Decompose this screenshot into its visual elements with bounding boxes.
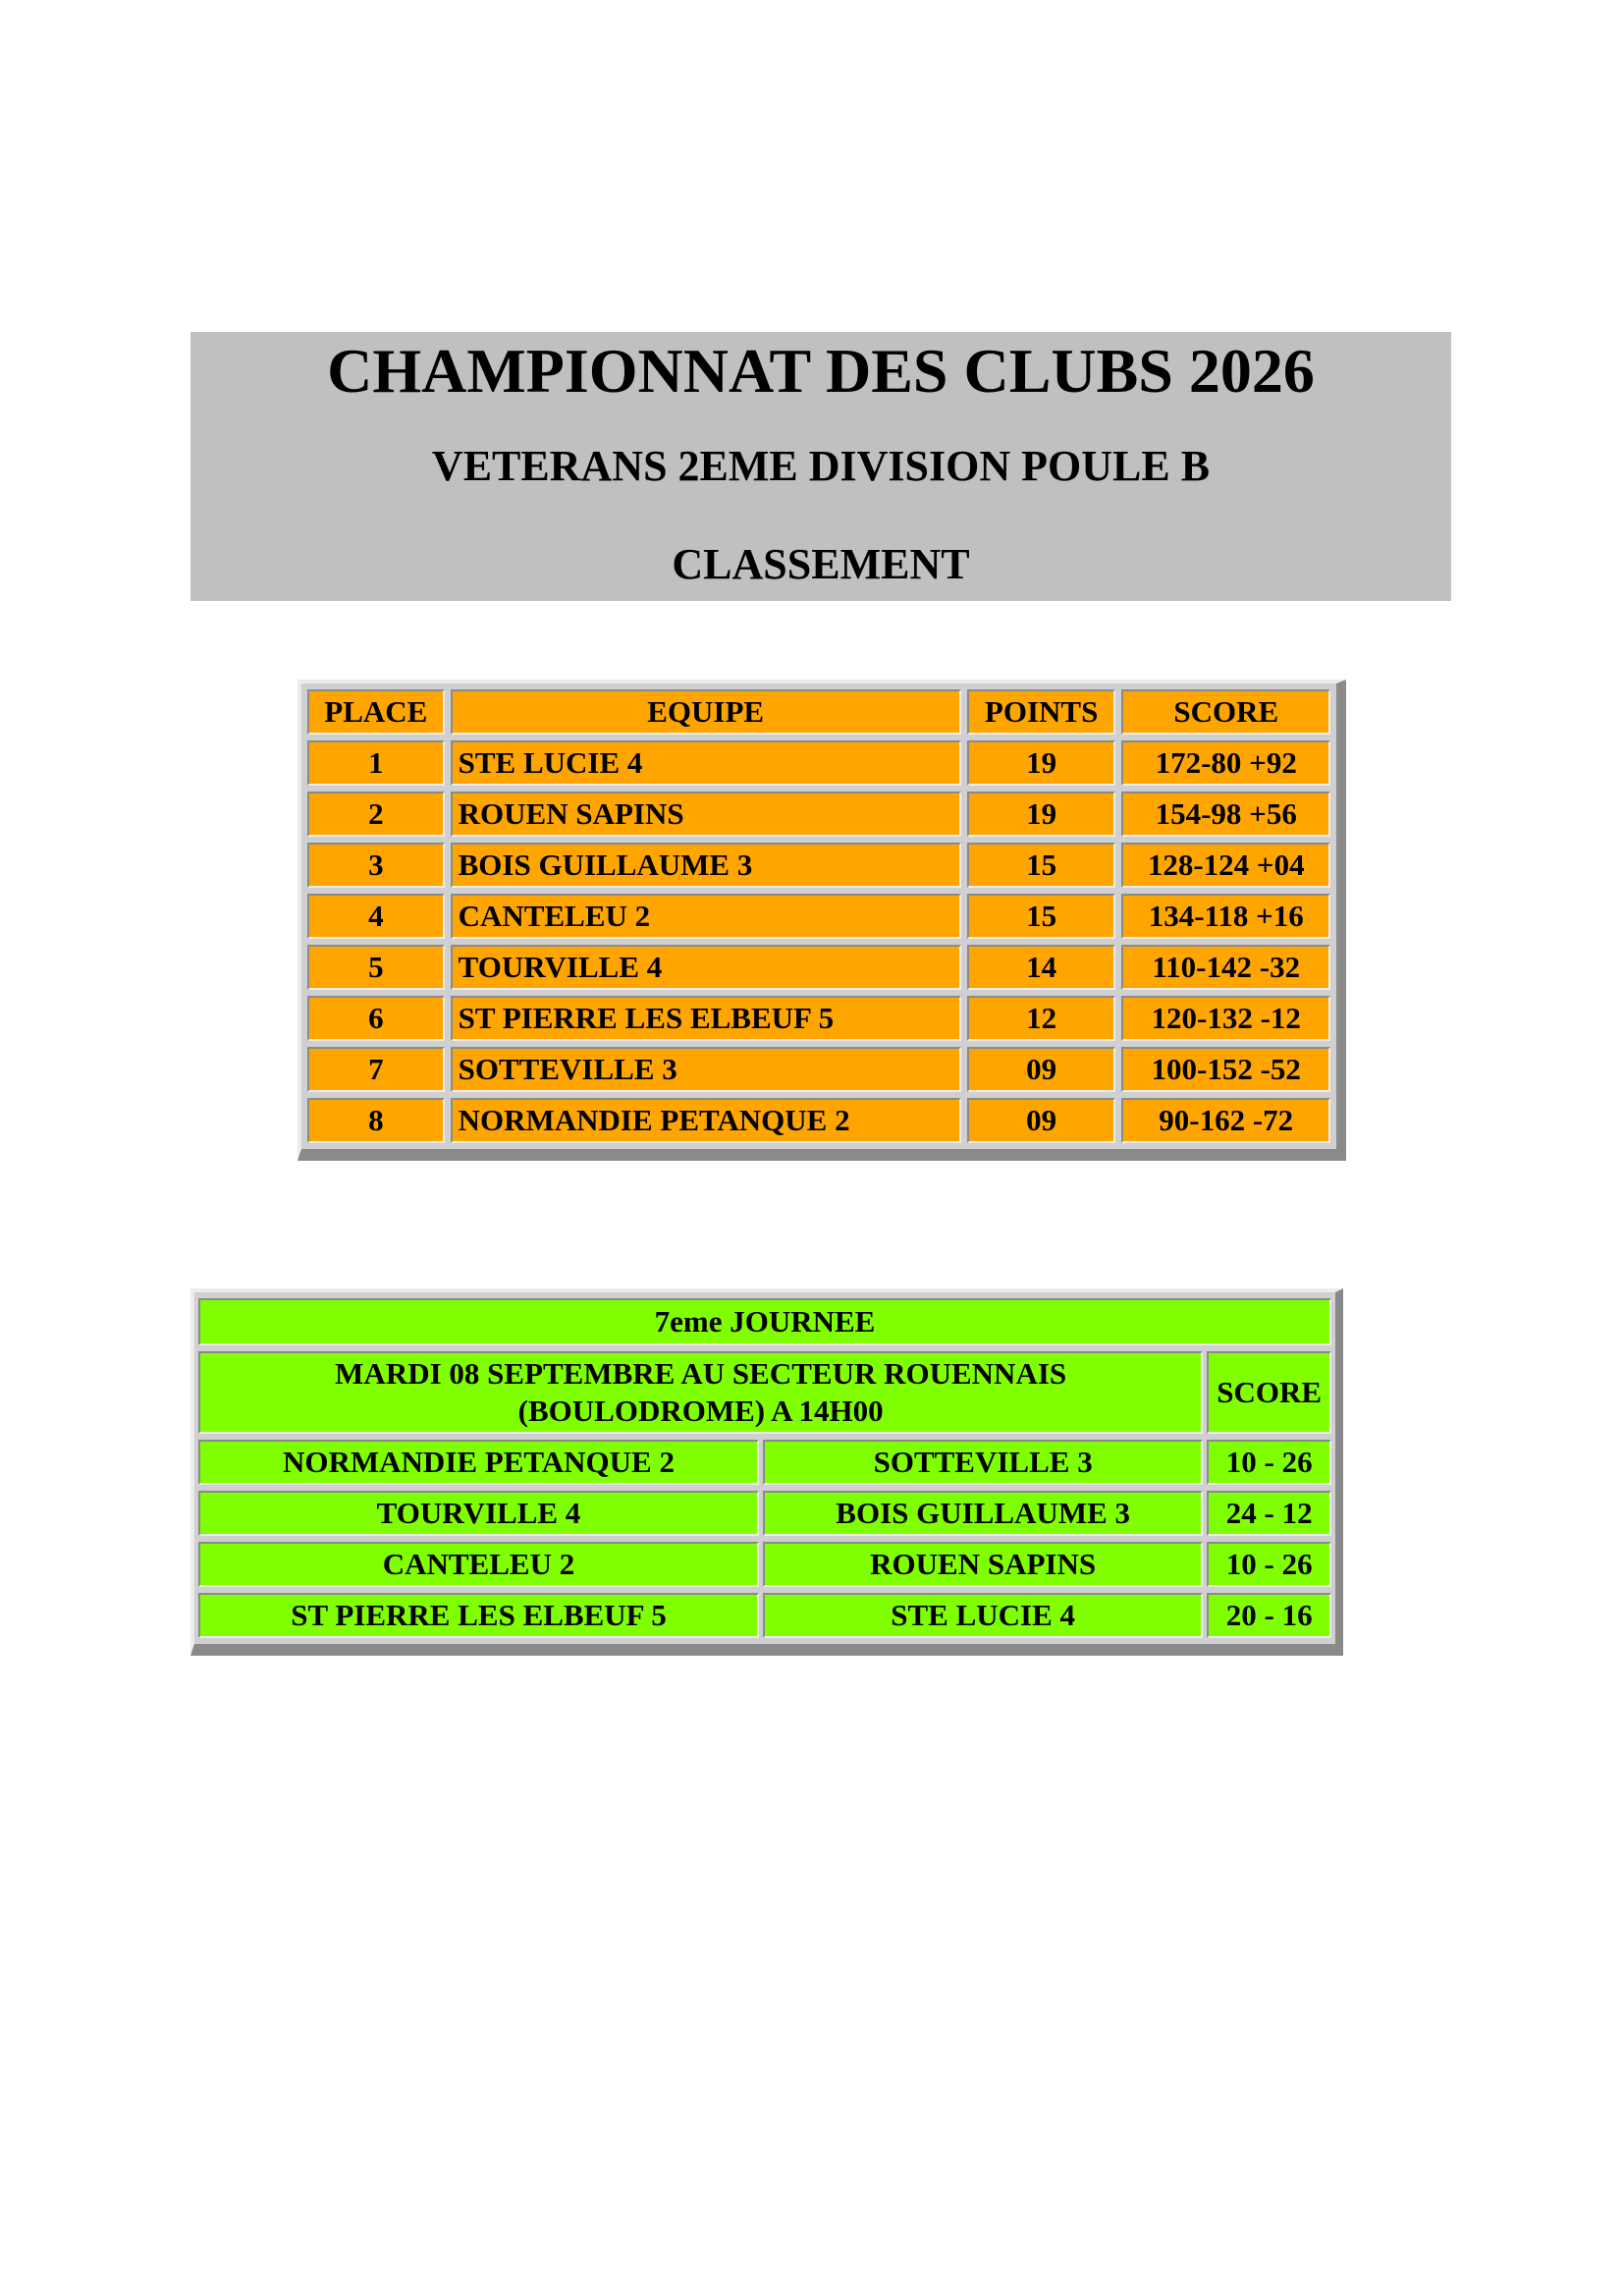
- score-cell: 90-162 -72: [1121, 1098, 1330, 1143]
- table-row: [307, 792, 1330, 837]
- points-cell: 12: [967, 996, 1116, 1041]
- venue-date-line: MARDI 08 SEPTEMBRE AU SECTEUR ROUENNAIS: [335, 1356, 1067, 1391]
- column-header-points: POINTS: [967, 689, 1116, 735]
- score-cell: 128-124 +04: [1121, 843, 1330, 888]
- table-row: [307, 740, 1330, 786]
- home-team-cell: ST PIERRE LES ELBEUF 5: [198, 1593, 759, 1638]
- home-team-cell: NORMANDIE PETANQUE 2: [198, 1440, 759, 1485]
- page-title: CHAMPIONNAT DES CLUBS 2026: [327, 336, 1315, 406]
- title-banner: [190, 332, 1451, 601]
- table-row: [307, 945, 1330, 990]
- points-cell: 15: [967, 843, 1116, 888]
- column-header-team: EQUIPE: [451, 689, 961, 735]
- place-cell: 5: [307, 945, 445, 990]
- place-cell: 8: [307, 1098, 445, 1143]
- column-header-score: SCORE: [1121, 689, 1330, 735]
- place-cell: 7: [307, 1047, 445, 1092]
- column-header-place: PLACE: [307, 689, 445, 735]
- matchday-table: [190, 1288, 1343, 1656]
- place-cell: 2: [307, 792, 445, 837]
- match-score-cell: 10 - 26: [1207, 1440, 1331, 1485]
- section-title: CLASSEMENT: [672, 540, 970, 588]
- match-row: [198, 1542, 1331, 1587]
- team-cell: ROUEN SAPINS: [451, 792, 961, 837]
- table-row: [307, 996, 1330, 1041]
- table-row: [307, 843, 1330, 888]
- standings-table: [298, 680, 1346, 1161]
- team-cell: CANTELEU 2: [451, 894, 961, 939]
- table-row: [307, 1047, 1330, 1092]
- away-team-cell: SOTTEVILLE 3: [763, 1440, 1203, 1485]
- away-team-cell: ROUEN SAPINS: [763, 1542, 1203, 1587]
- match-score-cell: 10 - 26: [1207, 1542, 1331, 1587]
- score-cell: 100-152 -52: [1121, 1047, 1330, 1092]
- place-cell: 4: [307, 894, 445, 939]
- team-cell: STE LUCIE 4: [451, 740, 961, 786]
- division-subtitle: VETERANS 2EME DIVISION POULE B: [431, 442, 1211, 490]
- home-team-cell: CANTELEU 2: [198, 1542, 759, 1587]
- column-header-score: SCORE: [1207, 1351, 1331, 1434]
- standings-header-row: [307, 689, 1330, 735]
- points-cell: 19: [967, 792, 1116, 837]
- match-row: [198, 1440, 1331, 1485]
- venue-time-line: (BOULODROME) A 14H00: [517, 1394, 884, 1428]
- points-cell: 09: [967, 1098, 1116, 1143]
- table-row: [307, 894, 1330, 939]
- score-cell: 120-132 -12: [1121, 996, 1330, 1041]
- match-row: [198, 1593, 1331, 1638]
- table-row: [307, 1098, 1330, 1143]
- team-cell: ST PIERRE LES ELBEUF 5: [451, 996, 961, 1041]
- matchday-venue-row: [198, 1351, 1331, 1434]
- matchday-title-row: [198, 1298, 1331, 1345]
- score-cell: 154-98 +56: [1121, 792, 1330, 837]
- matchday-venue: [198, 1351, 1203, 1434]
- score-cell: 134-118 +16: [1121, 894, 1330, 939]
- points-cell: 09: [967, 1047, 1116, 1092]
- place-cell: 3: [307, 843, 445, 888]
- team-cell: SOTTEVILLE 3: [451, 1047, 961, 1092]
- home-team-cell: TOURVILLE 4: [198, 1491, 759, 1536]
- points-cell: 15: [967, 894, 1116, 939]
- score-cell: 110-142 -32: [1121, 945, 1330, 990]
- place-cell: 6: [307, 996, 445, 1041]
- place-cell: 1: [307, 740, 445, 786]
- matchday-title: 7eme JOURNEE: [198, 1298, 1331, 1345]
- points-cell: 19: [967, 740, 1116, 786]
- match-row: [198, 1491, 1331, 1536]
- team-cell: NORMANDIE PETANQUE 2: [451, 1098, 961, 1143]
- team-cell: TOURVILLE 4: [451, 945, 961, 990]
- away-team-cell: BOIS GUILLAUME 3: [763, 1491, 1203, 1536]
- match-score-cell: 24 - 12: [1207, 1491, 1331, 1536]
- match-score-cell: 20 - 16: [1207, 1593, 1331, 1638]
- team-cell: BOIS GUILLAUME 3: [451, 843, 961, 888]
- points-cell: 14: [967, 945, 1116, 990]
- score-cell: 172-80 +92: [1121, 740, 1330, 786]
- away-team-cell: STE LUCIE 4: [763, 1593, 1203, 1638]
